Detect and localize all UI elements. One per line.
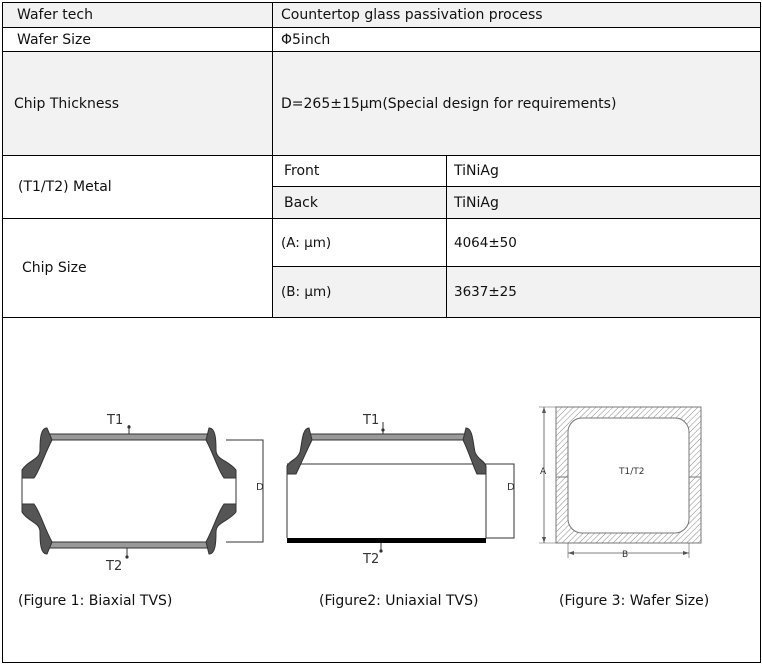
grid-line bbox=[446, 155, 447, 318]
fig2-t1-label: T1 bbox=[363, 413, 380, 428]
chip-thickness-label: Chip Thickness bbox=[14, 95, 120, 112]
metal-back-value: TiNiAg bbox=[454, 194, 499, 211]
chip-thickness-value: D=265±15μm(Special design for requirements) bbox=[281, 95, 617, 112]
fig3-center-label: T1/T2 bbox=[619, 467, 645, 477]
grid-line bbox=[2, 317, 761, 318]
chip-size-a-label: (A: μm) bbox=[281, 234, 332, 251]
grid-line bbox=[273, 266, 761, 267]
grid-line bbox=[2, 218, 761, 219]
grid-line bbox=[2, 662, 761, 663]
grid-line bbox=[273, 186, 761, 187]
figure-biaxial-tvs bbox=[10, 400, 272, 580]
fig1-t2-label: T2 bbox=[106, 559, 123, 574]
fig1-t1-label: T1 bbox=[107, 413, 124, 428]
chip-size-b-label: (B: μm) bbox=[281, 284, 332, 300]
figure-uniaxial-tvs bbox=[282, 400, 522, 580]
grid-line bbox=[2, 155, 761, 156]
grid-line bbox=[760, 2, 761, 663]
figure-1-caption: (Figure 1: Biaxial TVS) bbox=[18, 593, 173, 609]
wafer-tech-value: Countertop glass passivation process bbox=[281, 7, 543, 23]
figure-3-caption: (Figure 3: Wafer Size) bbox=[559, 593, 710, 609]
grid-line bbox=[2, 2, 3, 663]
metal-front-value: TiNiAg bbox=[454, 163, 499, 179]
wafer-tech-label: Wafer tech bbox=[17, 7, 93, 23]
wafer-size-label: Wafer Size bbox=[17, 31, 92, 48]
fig2-d-label: D bbox=[507, 482, 515, 493]
chip-size-label: Chip Size bbox=[22, 260, 87, 276]
metal-label: (T1/T2) Metal bbox=[18, 179, 112, 195]
chip-size-a-value: 4064±50 bbox=[454, 234, 517, 251]
shade-back-row bbox=[273, 187, 760, 218]
metal-front-label: Front bbox=[284, 163, 320, 179]
wafer-size-value: Φ5inch bbox=[281, 31, 331, 48]
chip-size-b-value: 3637±25 bbox=[454, 284, 517, 300]
grid-line bbox=[2, 27, 761, 28]
metal-back-label: Back bbox=[284, 194, 318, 211]
fig3-a-label: A bbox=[540, 467, 547, 477]
figure-2-caption: (Figure2: Uniaxial TVS) bbox=[319, 593, 479, 609]
grid-line bbox=[272, 2, 273, 318]
fig2-t2-label: T2 bbox=[363, 552, 380, 567]
fig1-d-label: D bbox=[256, 482, 264, 493]
figure-wafer-size bbox=[535, 400, 715, 570]
fig3-b-label: B bbox=[622, 550, 629, 560]
